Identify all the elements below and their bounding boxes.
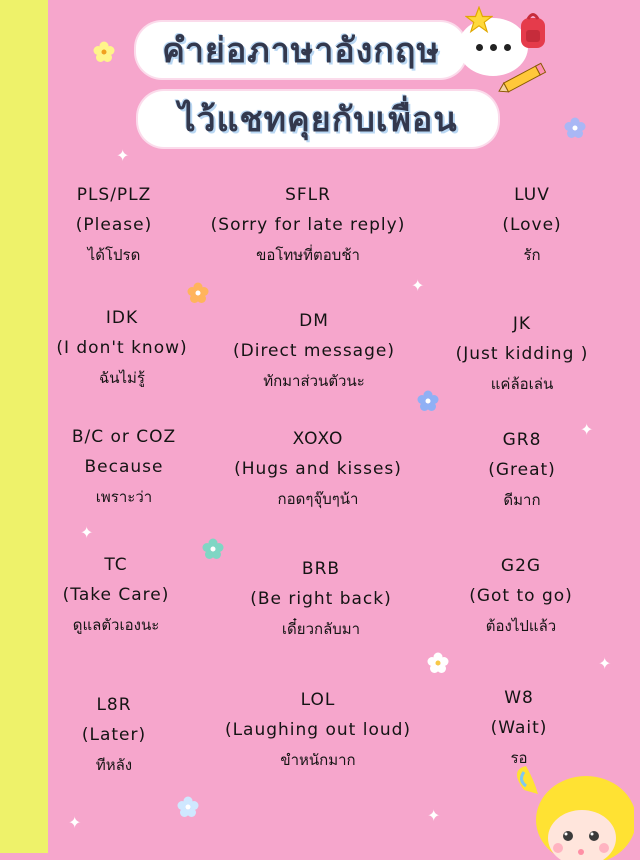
abbreviation: TC bbox=[104, 555, 128, 575]
abbreviation: SFLR bbox=[285, 185, 331, 205]
meaning: (Great) bbox=[488, 460, 556, 480]
backpack-icon bbox=[518, 10, 548, 50]
meaning: (Direct message) bbox=[233, 341, 395, 361]
list-item bbox=[426, 551, 616, 641]
flower-icon bbox=[187, 282, 209, 304]
star-icon bbox=[465, 6, 493, 34]
thai-translation: ทักมาส่วนตัวนะ bbox=[263, 372, 365, 390]
sparkle-icon: ✦ bbox=[116, 146, 130, 165]
meaning: (Just kidding ) bbox=[455, 344, 589, 364]
list-item bbox=[198, 424, 438, 514]
abbreviation: PLS/PLZ bbox=[76, 185, 152, 205]
meaning: (Sorry for late reply) bbox=[210, 215, 406, 235]
sparkle-icon: ✦ bbox=[80, 523, 94, 542]
abbreviation: B/C or COZ bbox=[71, 427, 177, 447]
list-item bbox=[188, 180, 428, 270]
thai-translation: ต้องไปแล้ว bbox=[485, 617, 557, 635]
meaning: (Hugs and kisses) bbox=[234, 459, 402, 479]
thai-translation: ฉันไม่รู้ bbox=[99, 369, 145, 387]
flower-icon bbox=[177, 796, 199, 818]
flower-icon bbox=[202, 538, 224, 560]
abbreviation: JK bbox=[512, 314, 532, 334]
list-item bbox=[27, 303, 217, 393]
abbreviation: LUV bbox=[514, 185, 550, 205]
sparkle-icon: ✦ bbox=[68, 813, 82, 832]
meaning: (Laughing out loud) bbox=[224, 720, 412, 740]
abbreviation: G2G bbox=[500, 556, 542, 576]
list-item bbox=[19, 690, 209, 780]
abbreviation: IDK bbox=[105, 308, 139, 328]
thai-translation: รัก bbox=[523, 246, 541, 264]
abbreviation: DM bbox=[299, 311, 329, 331]
list-item bbox=[201, 554, 441, 644]
list-item bbox=[21, 550, 211, 640]
doll-character bbox=[504, 760, 634, 860]
meaning: Because bbox=[84, 457, 164, 477]
pencil-icon bbox=[494, 62, 550, 96]
meaning: (Be right back) bbox=[250, 589, 392, 609]
flower-icon bbox=[564, 117, 586, 139]
thai-translation: ได้โปรด bbox=[87, 246, 141, 264]
list-item bbox=[437, 180, 627, 270]
sparkle-icon: ✦ bbox=[598, 654, 612, 673]
list-item bbox=[194, 306, 434, 396]
flower-icon bbox=[417, 390, 439, 412]
list-item bbox=[427, 309, 617, 399]
list-item bbox=[19, 180, 209, 270]
thai-translation: เดี๋ยวกลับมา bbox=[281, 620, 361, 638]
abbreviation: GR8 bbox=[502, 430, 542, 450]
title-line-1: คำย่อภาษาอังกฤษ bbox=[136, 22, 466, 78]
meaning: (Wait) bbox=[490, 718, 548, 738]
meaning: (Take Care) bbox=[62, 585, 170, 605]
flower-icon bbox=[427, 652, 449, 674]
thai-translation: แค่ล้อเล่น bbox=[490, 375, 554, 393]
abbreviation: LOL bbox=[300, 690, 336, 710]
flower-icon bbox=[93, 41, 115, 63]
meaning: (Later) bbox=[81, 725, 147, 745]
sparkle-icon: ✦ bbox=[427, 806, 441, 825]
abbreviation: BRB bbox=[301, 559, 341, 579]
thai-translation: ทีหลัง bbox=[95, 756, 133, 774]
sparkle-icon: ✦ bbox=[411, 276, 425, 295]
list-item bbox=[29, 422, 219, 512]
thai-translation: เพราะว่า bbox=[95, 488, 153, 506]
list-item bbox=[198, 685, 438, 775]
thai-translation: ดูแลตัวเองนะ bbox=[72, 616, 160, 634]
thai-translation: กอดๆจุ๊บๆน้า bbox=[277, 490, 359, 508]
title-line-2: ไว้แชทคุยกับเพื่อน bbox=[138, 91, 498, 147]
abbreviation: W8 bbox=[504, 688, 534, 708]
meaning: (Got to go) bbox=[469, 586, 573, 606]
abbreviation: L8R bbox=[96, 695, 132, 715]
thai-translation: ขอโทษที่ตอบช้า bbox=[256, 246, 360, 264]
abbreviation: XOXO bbox=[292, 429, 344, 449]
meaning: (Love) bbox=[502, 215, 562, 235]
meaning: (Please) bbox=[75, 215, 153, 235]
thai-translation: รอ bbox=[510, 749, 528, 767]
thai-translation: ดีมาก bbox=[503, 491, 541, 509]
meaning: (I don't know) bbox=[56, 338, 188, 358]
thai-translation: ขำหนักมาก bbox=[280, 751, 356, 769]
sparkle-icon: ✦ bbox=[580, 420, 594, 439]
